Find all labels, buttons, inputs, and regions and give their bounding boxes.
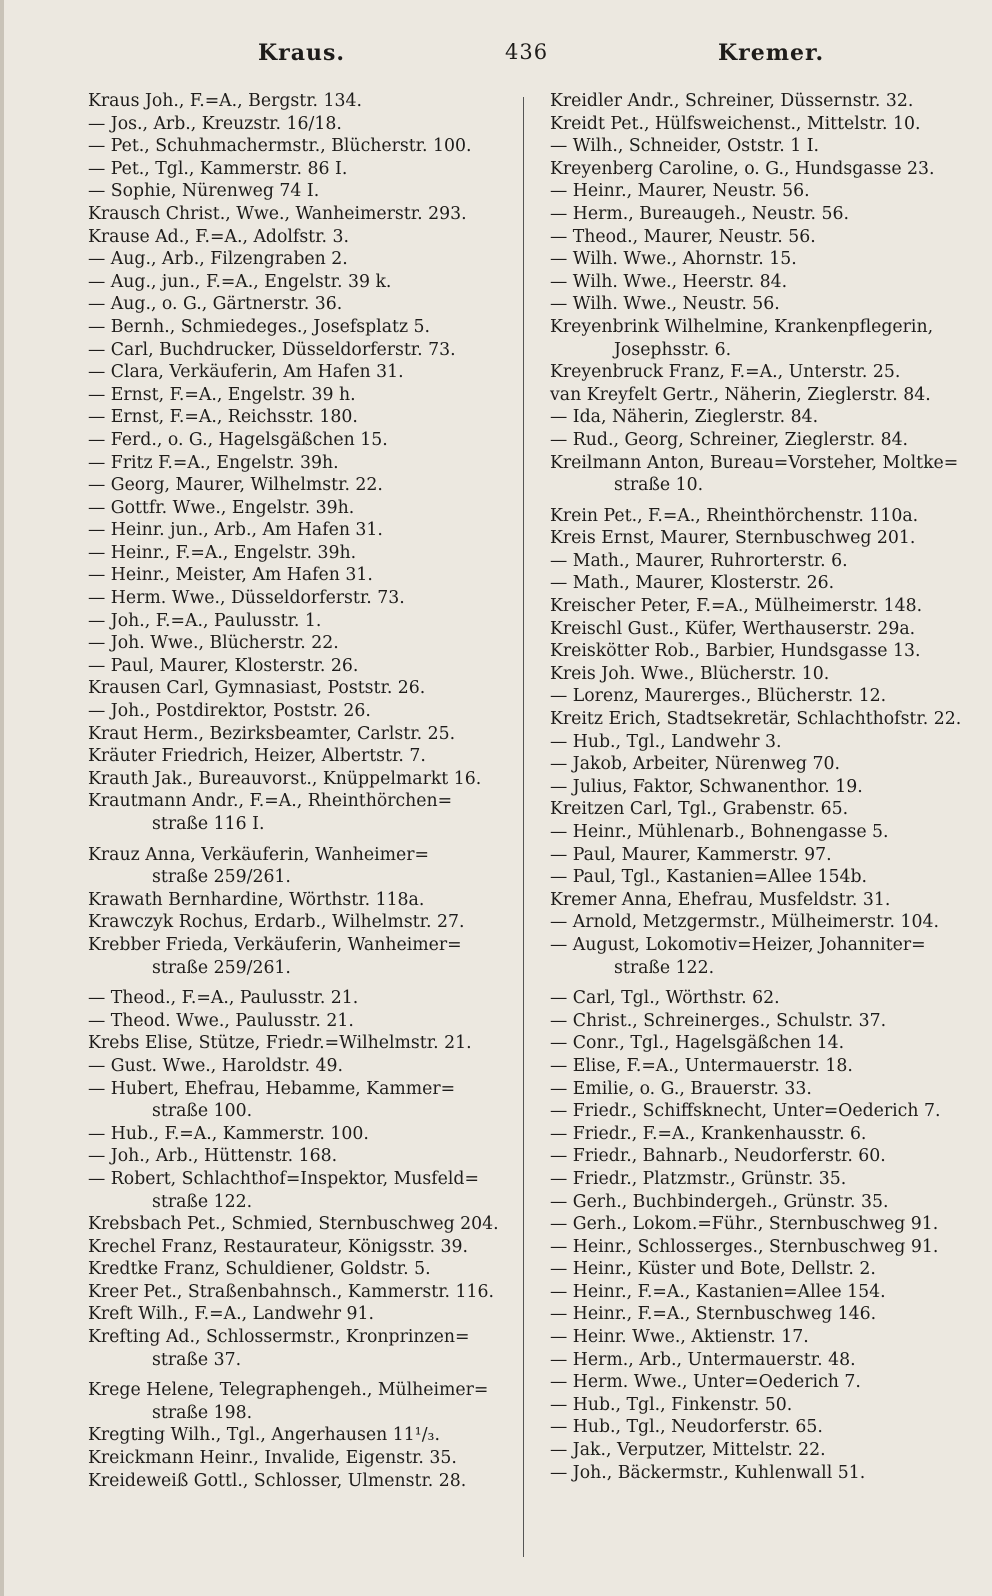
directory-entry: — Elise, F.=A., Untermauerstr. 18. [550,1055,853,1076]
directory-entry: — Hubert, Ehefrau, Hebamme, Kammer= [88,1078,456,1099]
directory-entry: — Heinr., Meister, Am Hafen 31. [88,565,373,586]
directory-entry: Krege Helene, Telegraphengeh., Mülheimer= [88,1380,489,1401]
directory-entry: Krebs Elise, Stütze, Friedr.=Wilhelmstr. 21. [88,1033,472,1054]
directory-entry: — Hub., Tgl., Finkenstr. 50. [550,1394,793,1415]
directory-entry: Krawath Bernhardine, Wörthstr. 118a. [88,889,425,910]
directory-entry: van Kreyfelt Gertr., Näherin, Zieglerstr. 84. [550,384,931,405]
directory-entry: Kräuter Friedrich, Heizer, Albertstr. 7. [88,746,426,767]
header-left-keyword: Kraus. [258,40,346,66]
directory-entry: — Wilh. Wwe., Ahornstr. 15. [550,249,797,270]
entry-continuation: Josephsstr. 6. [614,339,732,360]
directory-entry: — Carl, Buchdrucker, Düsseldorferstr. 73. [88,339,456,360]
directory-entry: Kremer Anna, Ehefrau, Musfeldstr. 31. [550,889,891,910]
page-number: 436 [505,40,549,64]
directory-entry: Kraus Joh., F.=A., Bergstr. 134. [88,91,363,111]
directory-entry: — Friedr., Platzmstr., Grünstr. 35. [550,1168,847,1189]
entry-continuation: straße 259/261. [152,957,291,978]
directory-entry: — Pet., Tgl., Kammerstr. 86 I. [88,158,348,179]
directory-entry: Krautmann Andr., F.=A., Rheinthörchen= [88,791,453,812]
directory-entry: — Gust. Wwe., Haroldstr. 49. [88,1055,344,1076]
directory-entry: Kredtke Franz, Schuldiener, Goldstr. 5. [88,1259,431,1280]
directory-entry: — Pet., Schuhmachermstr., Blücherstr. 100. [88,136,472,157]
directory-entry: — Joh., Bäckermstr., Kuhlenwall 51. [550,1462,866,1483]
directory-entry: Krawczyk Rochus, Erdarb., Wilhelmstr. 27. [88,912,465,933]
directory-entry: — August, Lokomotiv=Heizer, Johanniter= [550,934,926,955]
directory-entry: Kreischl Gust., Küfer, Werthauserstr. 29a. [550,618,916,639]
directory-entry: Kreis Joh. Wwe., Blücherstr. 10. [550,663,830,684]
directory-entry: — Ida, Näherin, Zieglerstr. 84. [550,407,819,428]
directory-entry: Krein Pet., F.=A., Rheinthörchenstr. 110a. [550,505,919,526]
directory-entry: — Heinr., Schlosserges., Sternbuschweg 91. [550,1236,939,1257]
entry-continuation: straße 259/261. [152,867,291,888]
left-column [88,90,514,1492]
directory-entry: Kraut Herm., Bezirksbeamter, Carlstr. 25. [88,723,456,744]
directory-entry: — Hub., F.=A., Kammerstr. 100. [88,1123,369,1144]
directory-entry: — Gerh., Lokom.=Führ., Sternbuschweg 91. [550,1214,939,1235]
directory-entry: — Carl, Tgl., Wörthstr. 62. [550,988,780,1009]
directory-entry: Kreiskötter Rob., Barbier, Hundsgasse 13. [550,641,921,662]
directory-entry: — Heinr. jun., Arb., Am Hafen 31. [88,520,383,541]
directory-entry: Kreidt Pet., Hülfsweichenst., Mittelstr. 10. [550,113,921,134]
directory-entry: — Heinr., F.=A., Sternbuschweg 146. [550,1304,877,1325]
page-header [0,40,992,74]
entry-continuation: straße 100. [152,1101,253,1122]
directory-entry: — Wilh. Wwe., Neustr. 56. [550,294,780,315]
directory-entry: — Hub., Tgl., Neudorferstr. 65. [550,1417,823,1438]
directory-entry: Kreischer Peter, F.=A., Mülheimerstr. 148. [550,596,923,617]
directory-entry: Krebber Frieda, Verkäuferin, Wanheimer= [88,934,462,955]
directory-entry: — Herm., Bureaugeh., Neustr. 56. [550,203,849,224]
directory-entry: — Hub., Tgl., Landwehr 3. [550,731,782,752]
entry-continuation: straße 198. [152,1402,253,1423]
directory-entry: Kreis Ernst, Maurer, Sternbuschweg 201. [550,528,916,549]
directory-entry: — Jakob, Arbeiter, Nürenweg 70. [550,754,840,775]
directory-entry: — Fritz F.=A., Engelstr. 39h. [88,452,339,473]
directory-entry: — Arnold, Metzgermstr., Mülheimerstr. 104. [550,912,939,933]
directory-entry: Krauth Jak., Bureauvorst., Knüppelmarkt 16. [88,768,482,789]
directory-entry: — Heinr., Mühlenarb., Bohnengasse 5. [550,822,889,842]
directory-entry: — Math., Maurer, Ruhrorterstr. 6. [550,550,848,571]
directory-entry: — Herm., Arb., Untermauerstr. 48. [550,1349,856,1370]
directory-entry: — Joh. Wwe., Blücherstr. 22. [88,633,339,654]
directory-entry: — Ernst, F.=A., Reichsstr. 180. [88,407,358,428]
directory-entry: Kreer Pet., Straßenbahnsch., Kammerstr. 116. [88,1281,495,1302]
entry-continuation: straße 37. [152,1349,242,1370]
directory-entry: — Aug., o. G., Gärtnerstr. 36. [88,294,343,315]
directory-entry: — Christ., Schreinerges., Schulstr. 37. [550,1010,887,1031]
directory-entry: — Julius, Faktor, Schwanenthor. 19. [550,776,863,797]
directory-entry: — Lorenz, Maurerges., Blücherstr. 12. [550,686,887,707]
directory-entry: — Friedr., Bahnarb., Neudorferstr. 60. [550,1146,886,1167]
directory-entry: — Theod., F.=A., Paulusstr. 21. [88,988,359,1009]
right-column [550,90,980,1484]
directory-entry: Krausch Christ., Wwe., Wanheimerstr. 293. [88,203,467,224]
directory-entry: Kreickmann Heinr., Invalide, Eigenstr. 35. [88,1448,457,1469]
directory-entry: — Heinr., Maurer, Neustr. 56. [550,181,810,202]
directory-entry: Krechel Franz, Restaurateur, Königsstr. 39. [88,1236,469,1257]
directory-entry: — Paul, Maurer, Kammerstr. 97. [550,844,832,865]
directory-entry: — Georg, Maurer, Wilhelmstr. 22. [88,475,383,496]
header-right-keyword: Kremer. [718,40,825,66]
directory-entry: — Herm. Wwe., Düsseldorferstr. 73. [88,588,405,609]
directory-entry: — Paul, Tgl., Kastanien=Allee 154b. [550,867,868,888]
entry-continuation: straße 10. [614,475,704,496]
entry-continuation: straße 122. [152,1191,253,1212]
directory-entry: — Wilh. Wwe., Heerstr. 84. [550,271,788,292]
directory-entry: — Conr., Tgl., Hagelsgäßchen 14. [550,1033,845,1054]
directory-entry: — Herm. Wwe., Unter=Oederich 7. [550,1372,861,1393]
directory-entry: Krause Ad., F.=A., Adolfstr. 3. [88,226,349,247]
directory-entry: Krauz Anna, Verkäuferin, Wanheimer= [88,844,429,865]
directory-entry: Krebsbach Pet., Schmied, Sternbuschweg 204. [88,1214,499,1235]
directory-entry: — Robert, Schlachthof=Inspektor, Musfeld= [88,1168,479,1189]
directory-entry: Kreilmann Anton, Bureau=Vorsteher, Moltke= [550,452,959,473]
directory-entry: — Clara, Verkäuferin, Am Hafen 31. [88,362,404,383]
directory-entry: — Ernst, F.=A., Engelstr. 39 h. [88,384,356,405]
directory-entry: — Ferd., o. G., Hagelsgäßchen 15. [88,429,388,450]
directory-entry: — Friedr., F.=A., Krankenhausstr. 6. [550,1123,867,1144]
directory-entry: — Jos., Arb., Kreuzstr. 16/18. [88,113,342,134]
directory-entry: — Theod. Wwe., Paulusstr. 21. [88,1010,354,1031]
directory-entry: — Sophie, Nürenweg 74 I. [88,181,320,202]
directory-entry: — Heinr. Wwe., Aktienstr. 17. [550,1327,809,1348]
directory-entry: — Gottfr. Wwe., Engelstr. 39h. [88,497,355,518]
directory-entry: — Theod., Maurer, Neustr. 56. [550,226,816,247]
directory-entry: — Aug., Arb., Filzengraben 2. [88,249,348,270]
page-edge [0,0,4,1596]
directory-entry: Kreideweiß Gottl., Schlosser, Ulmenstr. 28. [88,1470,467,1491]
directory-entry: — Heinr., Küster und Bote, Dellstr. 2. [550,1259,876,1280]
column-divider [523,97,524,1557]
directory-entry: — Rud., Georg, Schreiner, Zieglerstr. 84. [550,429,909,450]
directory-entry: — Emilie, o. G., Brauerstr. 33. [550,1078,812,1099]
directory-entry: — Jak., Verputzer, Mittelstr. 22. [550,1440,826,1461]
directory-entry: — Paul, Maurer, Klosterstr. 26. [88,655,359,676]
directory-entry: Kreitzen Carl, Tgl., Grabenstr. 65. [550,799,849,820]
directory-entry: — Joh., F.=A., Paulusstr. 1. [88,610,322,631]
directory-entry: — Gerh., Buchbindergeh., Grünstr. 35. [550,1191,889,1212]
entry-continuation: straße 116 I. [152,814,265,834]
directory-entry: — Joh., Postdirektor, Poststr. 26. [88,701,371,722]
directory-entry: Kregting Wilh., Tgl., Angerhausen 11¹/₃. [88,1425,440,1446]
directory-entry: Krefting Ad., Schlossermstr., Kronprinzen= [88,1327,470,1348]
directory-entry: Kreyenbrink Wilhelmine, Krankenpflegerin, [550,316,934,337]
directory-entry: — Heinr., F.=A., Kastanien=Allee 154. [550,1281,886,1302]
directory-entry: — Heinr., F.=A., Engelstr. 39h. [88,542,357,563]
directory-entry: Kreitz Erich, Stadtsekretär, Schlachthofstr. 22. [550,709,962,730]
directory-entry: — Wilh., Schneider, Oststr. 1 I. [550,136,820,157]
directory-entry: — Friedr., Schiffsknecht, Unter=Oederich 7. [550,1101,941,1122]
directory-entry: — Math., Maurer, Klosterstr. 26. [550,573,835,594]
directory-entry: Krausen Carl, Gymnasiast, Poststr. 26. [88,678,426,699]
directory-entry: Kreyenbruck Franz, F.=A., Unterstr. 25. [550,362,901,383]
entry-continuation: straße 122. [614,957,715,978]
directory-entry: Kreft Wilh., F.=A., Landwehr 91. [88,1304,374,1325]
directory-entry: — Aug., jun., F.=A., Engelstr. 39 k. [88,271,392,292]
directory-entry: Kreidler Andr., Schreiner, Düssernstr. 32. [550,91,914,111]
directory-entry: Kreyenberg Caroline, o. G., Hundsgasse 23. [550,158,935,179]
directory-entry: — Bernh., Schmiedeges., Josefsplatz 5. [88,316,431,337]
directory-entry: — Joh., Arb., Hüttenstr. 168. [88,1146,338,1167]
